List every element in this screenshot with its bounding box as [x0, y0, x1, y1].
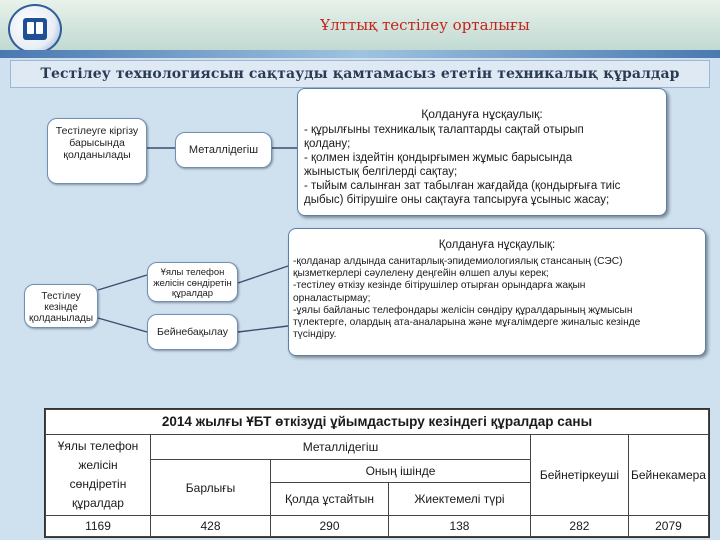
header-total: Барлығы [151, 459, 271, 515]
header-handheld: Қолда ұстайтын [271, 482, 389, 515]
logo [8, 4, 62, 54]
panel-line: дыбыс) бітірушіге оны сақтауға тапсыруға ұсыныс жасау; [304, 194, 610, 206]
value-phone-jammers: 1169 [46, 516, 151, 537]
header-text: Ұялы телефон [57, 439, 139, 454]
book-icon [23, 18, 47, 40]
panel-line: -ұялы байланыс телефондары желісін сөндіру құралдарының жұмысын [293, 304, 633, 316]
header-text: желісін [78, 458, 118, 473]
phone-jammer-box: Ұялы телефон желісін сөндіретін құралдар [147, 262, 238, 302]
value-total: 428 [151, 516, 271, 537]
panel-line: жыныстық белгілерді сақтау; [304, 166, 458, 178]
header-band [0, 0, 720, 58]
header-metal-detectors: Металлідегіш [151, 434, 531, 459]
video-surveillance-box: Бейнебақылау [147, 314, 238, 350]
org-title: Ұлттық тестілеу орталығы [320, 16, 530, 34]
panel-line: түсіндіру. [293, 329, 337, 341]
panel-line: - қолмен іздейтін қондырғымен жұмыс барысында [304, 152, 573, 164]
header-text: құралдар [72, 496, 124, 511]
header-including: Оның ішінде [271, 459, 531, 482]
panel-line: -тестілеу өткізу кезінде бітірушілер отырған орындарға жақын [293, 280, 586, 292]
header-walkthrough: Жиектемелі түрі [389, 482, 531, 515]
panel-line: қызметкерлері сәулелену деңгейін өлшеп алуы керек; [293, 268, 549, 280]
panel-heading: Қолдануға нұсқаулық: [421, 107, 543, 121]
panel-heading: Қолдануға нұсқаулық: [438, 239, 556, 251]
header-phone-jammers [46, 434, 151, 515]
usage-before-box: Тестілеуге кіргізу барысында қолданылады [47, 118, 147, 184]
panel-line: түлектерге, олардың ата-аналарына және мұғалімдерге жиналыс кезінде [293, 317, 641, 329]
value-video-camera: 2079 [628, 516, 708, 537]
metal-detector-box: Металлідегіш [175, 132, 272, 168]
header-video-camera: Бейнекамера [628, 434, 708, 515]
connector-line [98, 275, 147, 290]
table-title: 2014 жылғы ҰБТ өткізуді ұйымдастыру кезіндегі құралдар саны [46, 410, 709, 435]
usage-during-box: Тестілеу кезінде қолданылады [24, 284, 98, 328]
connector-line [238, 266, 288, 283]
header-stripe [0, 50, 720, 58]
equipment-table-grid [45, 409, 709, 537]
value-video-recorder: 282 [530, 516, 628, 537]
value-handheld: 290 [271, 516, 389, 537]
connector-line [98, 318, 147, 332]
page-title: Тестілеу технологиясын сақтауды қамтамасыз ететін техникалық құралдар [10, 60, 710, 88]
connector-line [238, 326, 288, 332]
panel-line: - тыйым салынған зат табылған жағдайда (қондырғыға тиіс [304, 180, 621, 192]
value-walkthrough: 138 [389, 516, 531, 537]
panel-line: қолдану; [304, 138, 351, 150]
equipment-table [44, 408, 710, 538]
header-text: сөндіретін [69, 477, 127, 492]
instructions-panel-1 [297, 88, 667, 216]
panel-line: -қолданар алдында санитарлық-эпидемиологиялық стансаның (СЭС) [293, 256, 623, 267]
panel-line: - құрылғыны техникалық талаптарды сақтай отырып [304, 124, 584, 136]
header-video-recorder: Бейнетіркеуші [530, 434, 628, 515]
instructions-panel-2 [288, 228, 706, 356]
panel-line: орналастырмау; [293, 292, 371, 304]
